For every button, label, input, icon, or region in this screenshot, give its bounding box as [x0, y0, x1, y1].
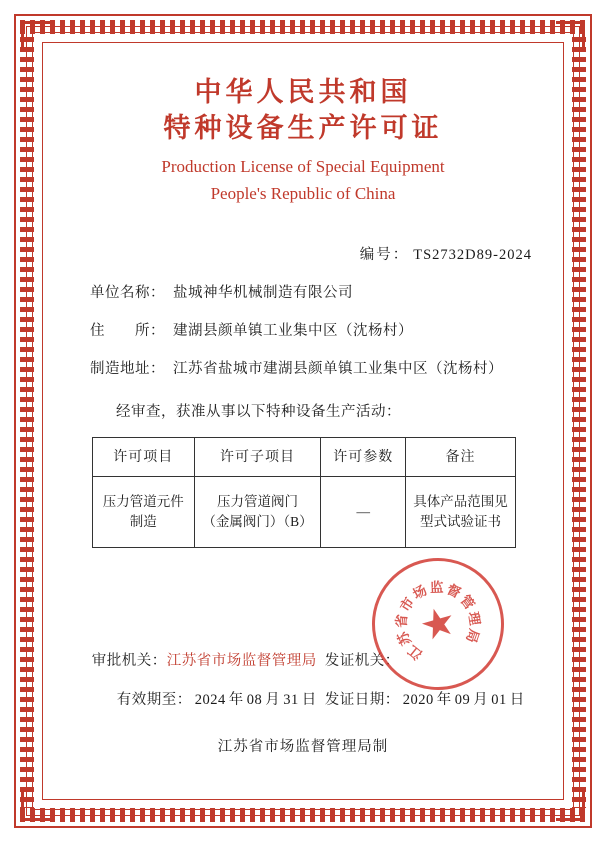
title-english-line1: Production License of Special Equipment — [161, 156, 445, 176]
field-address-label: 住 所： — [90, 323, 165, 340]
issue-day-unit: 日 — [509, 692, 525, 708]
seal-char: 省 — [393, 613, 410, 629]
validity-month: 08 — [246, 692, 263, 708]
table-cell-sub-item: 压力管道阀门 （金属阀门）（B） — [194, 477, 321, 548]
issuer-note: 江苏省市场监督管理局制 — [217, 739, 389, 755]
validity-day-unit: 日 — [301, 692, 317, 708]
field-company-label: 单位名称： — [90, 285, 165, 302]
license-table-wrapper — [56, 437, 550, 548]
field-factory-address-value: 江苏省盐城市建湖县颜单镇工业集中区（沈杨村） — [173, 361, 503, 378]
seal-char: 监 — [429, 579, 444, 596]
field-address-value: 建湖县颜单镇工业集中区（沈杨村） — [173, 323, 413, 340]
validity-year-unit: 年 — [228, 692, 244, 708]
issue-year: 2020 — [402, 692, 434, 708]
validity-date — [56, 688, 323, 709]
certificate-number — [56, 243, 550, 264]
table-header-remark: 备注 — [406, 438, 516, 477]
seal-char: 理 — [465, 610, 483, 627]
table-row — [93, 477, 516, 548]
title-chinese-line2: 特种设备生产许可证 — [163, 113, 443, 144]
seal-char: 江 — [405, 642, 425, 663]
approval-authority — [56, 649, 323, 670]
issue-day: 01 — [491, 692, 507, 708]
field-address — [56, 319, 550, 340]
footer-row-dates — [56, 688, 550, 709]
seal-char: 苏 — [394, 629, 415, 648]
seal-star-icon: ★ — [414, 596, 462, 651]
approval-statement: 经审查，获准从事以下特种设备生产活动： — [116, 404, 401, 421]
field-factory-address — [56, 357, 550, 378]
validity-year: 2024 — [194, 692, 226, 708]
table-cell-item: 压力管道元件 制造 — [93, 477, 195, 548]
seal-char: 场 — [410, 582, 430, 603]
field-company — [56, 281, 550, 302]
license-table — [92, 437, 516, 548]
field-factory-address-label: 制造地址： — [90, 361, 165, 378]
seal-char: 督 — [444, 581, 464, 601]
seal-char: 管 — [457, 592, 478, 613]
table-header-row — [93, 438, 516, 477]
table-header-parameter: 许可参数 — [321, 438, 406, 477]
validity-date-label: 有效期至： — [116, 692, 192, 708]
seal-char: 市 — [397, 594, 418, 615]
certificate-number-value: TS2732D89-2024 — [413, 247, 532, 264]
certificate-content — [56, 56, 550, 786]
approval-authority-label: 审批机关： — [91, 653, 167, 669]
issue-year-unit: 年 — [436, 692, 452, 708]
validity-day: 31 — [283, 692, 299, 708]
field-company-value: 盐城神华机械制造有限公司 — [173, 285, 353, 302]
seal-char: 局 — [463, 627, 482, 645]
table-header-sub-item: 许可子项目 — [194, 438, 321, 477]
issue-month-unit: 月 — [473, 692, 489, 708]
certificate-number-label: 编号： — [359, 247, 410, 264]
issuing-authority-label: 发证机关： — [324, 653, 400, 669]
issue-date — [323, 688, 550, 709]
issue-date-label: 发证日期： — [324, 692, 400, 708]
title-chinese-line1: 中华人民共和国 — [194, 77, 412, 107]
approval-authority-value: 江苏省市场监督管理局 — [166, 653, 317, 669]
validity-month-unit: 月 — [265, 692, 281, 708]
table-cell-parameter: — — [321, 477, 406, 548]
title-english-line2: People's Republic of China — [210, 184, 396, 204]
table-cell-remark: 具体产品范围见 型式试验证书 — [406, 477, 516, 548]
issue-month: 09 — [454, 692, 471, 708]
table-header-item: 许可项目 — [93, 438, 195, 477]
